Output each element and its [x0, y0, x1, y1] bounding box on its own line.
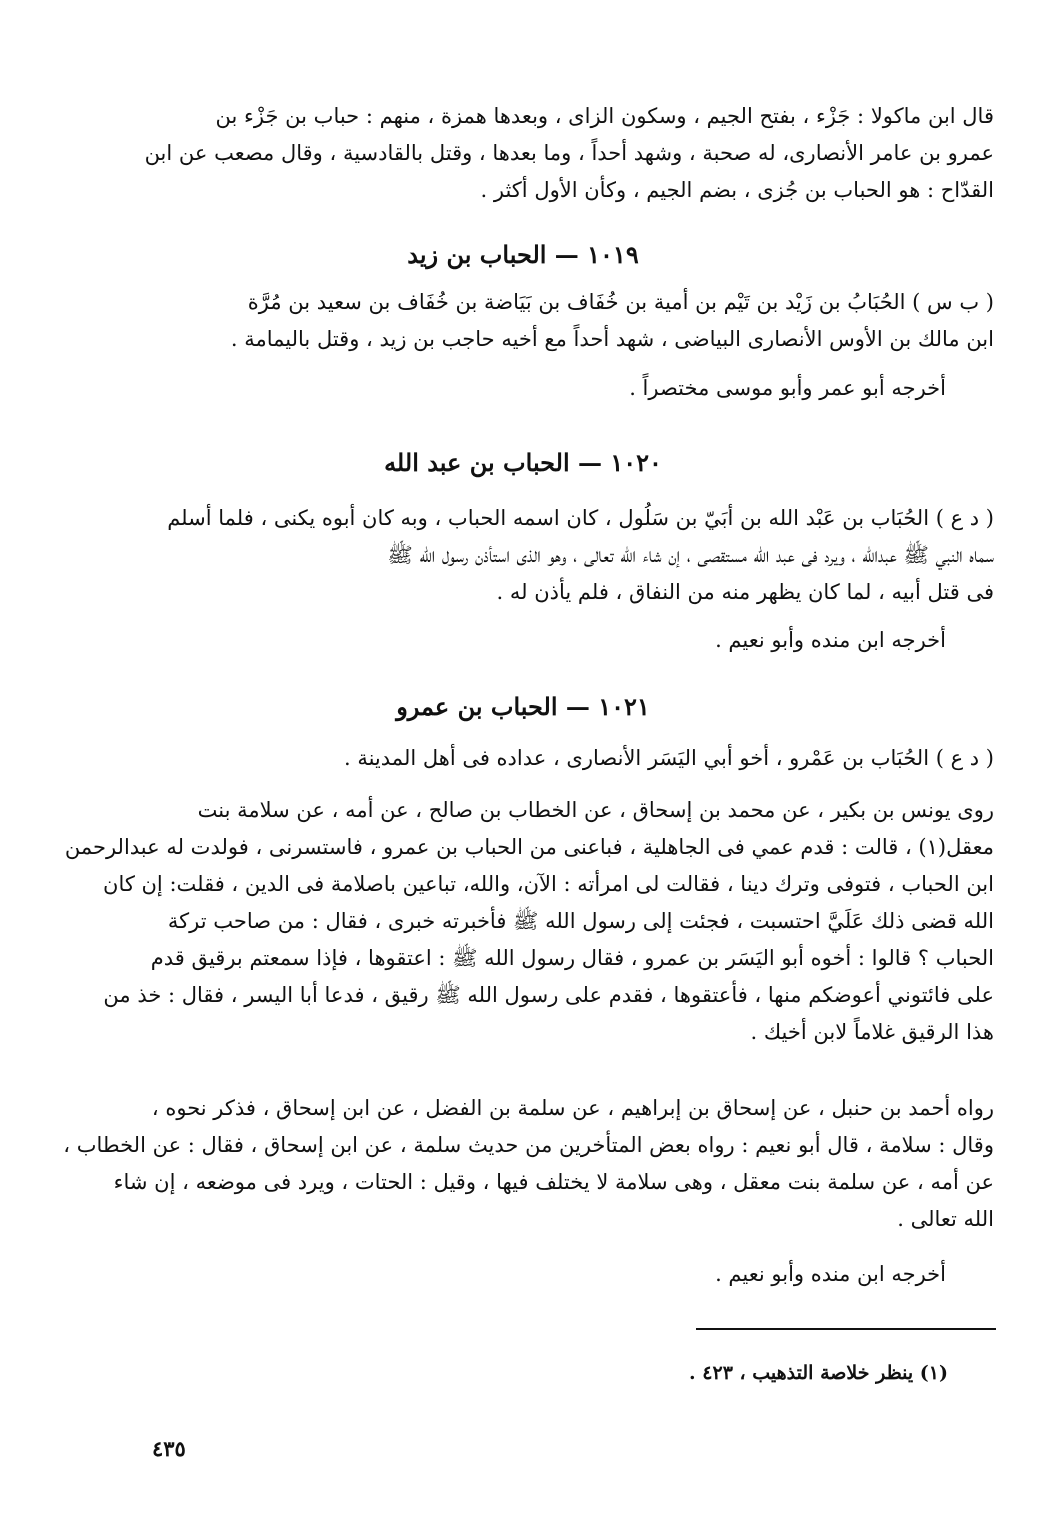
- text-line: الحباب ؟ قالوا : أخوه أبو اليَسَر بن عمرو ، فقال رسول الله ﷺ : اعتقوها ، فإذا سمعتم برقيق قدم: [150, 946, 994, 970]
- intro-paragraph: [118, 98, 994, 209]
- text-line: قال ابن ماكولا : جَزْء ، بفتح الجيم ، وسكون الزاى ، وبعدها همزة ، منهم : حباب بن جَزْء بن: [215, 104, 994, 128]
- footnote: (١) ينظر خلاصة التذهيب ، ٤٢٣ .: [689, 1362, 948, 1384]
- text-line: سماه النبي ﷺ عبدالله ، ويرد فى عبد الله مستقصى ، إن شاء الله تعالى ، وهو الذى استأذن رسول الله ﷺ: [387, 543, 994, 567]
- text-line: الله تعالى .: [897, 1207, 994, 1231]
- entry-heading-1019: ١٠١٩ — الحباب بن زيد: [407, 240, 639, 269]
- text-line: معقل(١) ، قالت : قدم عمي فى الجاهلية ، فباعنى من الحباب بن عمرو ، فاستسرنى ، فولدت له عبدالرحمن: [64, 835, 994, 859]
- text-line: ابن الحباب ، فتوفى وترك دينا ، فقالت لى امرأته : الآن، والله، تباعين باصلامة فى الدين ، فقلت: إن كان: [103, 872, 994, 896]
- entry-1019-body: [118, 284, 994, 358]
- entry-1021-source: أخرجه ابن منده وأبو نعيم .: [715, 1262, 946, 1286]
- page-number: ٤٣٥: [152, 1436, 186, 1461]
- text-line: وقال : سلامة ، قال أبو نعيم : رواه بعض المتأخرين من حديث سلمة ، عن ابن إسحاق ، فقال : عن الخطاب ،: [63, 1133, 994, 1157]
- entry-heading-1021: ١٠٢١ — الحباب بن عمرو: [396, 692, 650, 721]
- entry-1020-source: أخرجه ابن منده وأبو نعيم .: [715, 628, 946, 652]
- text-line: عمرو بن عامر الأنصارى، له صحبة ، وشهد أحداً ، وما بعدها ، وقتل بالقادسية ، وقال مصعب عن ابن: [144, 141, 994, 165]
- text-line: عن أمه ، عن سلمة بنت معقل ، وهى سلامة لا يختلف فيها ، وقيل : الحتات ، ويرد فى موضعه ، إن شاء: [113, 1170, 994, 1194]
- footnote-divider: [696, 1328, 996, 1330]
- text-line: رواه أحمد بن حنبل ، عن إسحاق بن إبراهيم ، عن سلمة بن الفضل ، عن ابن إسحاق ، فذكر نحوه ،: [151, 1096, 994, 1120]
- text-line: فى قتل أبيه ، لما كان يظهر منه من النفاق ، فلم يأذن له .: [496, 580, 994, 604]
- text-line: ابن مالك بن الأوس الأنصارى البياضى ، شهد أحداً مع أخيه حاجب بن زيد ، وقتل باليمامة .: [230, 327, 994, 351]
- text-line: ( د ع ) الحُبَاب بن عَمْرو ، أخو أبي اليَسَر الأنصارى ، عداده فى أهل المدينة .: [343, 746, 994, 770]
- entry-heading-1020: ١٠٢٠ — الحباب بن عبد الله: [384, 448, 662, 477]
- entry-1019-source: أخرجه أبو عمر وأبو موسى مختصراً .: [629, 376, 946, 400]
- text-line: روى يونس بن بكير ، عن محمد بن إسحاق ، عن الخطاب بن صالح ، عن أمه ، عن سلامة بنت: [197, 798, 994, 822]
- text-line: ( د ع ) الحُبَاب بن عَبْد الله بن أبَيّ بن سَلُول ، كان اسمه الحباب ، وبه كان أبوه يكنى ، فلما أسلم: [167, 506, 994, 530]
- text-line: الله قضى ذلك عَلَيَّ احتسبت ، فجئت إلى رسول الله ﷺ فأخبرته خبرى ، فقال : من صاحب تركة: [167, 909, 994, 933]
- entry-1021-intro: [118, 740, 994, 777]
- text-line: على فائتوني أعوضكم منها ، فأعتقوها ، فقدم على رسول الله ﷺ رقيق ، فدعا أبا اليسر ، فقال : خذ من: [103, 983, 994, 1007]
- text-line: ( ب س ) الحُبَابُ بن زَيْد بن تَيْم بن أمية بن خُفَاف بن بَيَاضة بن خُفَاف بن سعيد بن مُرَّة: [247, 290, 994, 314]
- entry-1021-chain: [63, 1090, 994, 1238]
- entry-1021-narration: [64, 792, 994, 1051]
- text-line: هذا الرقيق غلاماً لابن أخيك .: [750, 1020, 994, 1044]
- text-line: القدّاح : هو الحباب بن جُزى ، بضم الجيم ، وكأن الأول أكثر .: [480, 178, 994, 202]
- entry-1020-body: [118, 500, 994, 611]
